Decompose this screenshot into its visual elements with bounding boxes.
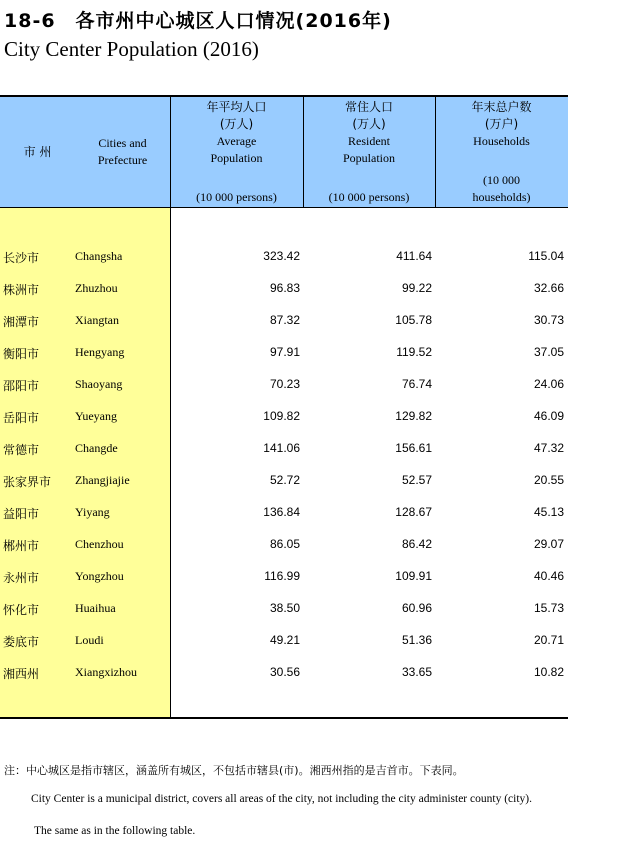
header-avg-unit: (10 000 persons)	[196, 190, 277, 204]
city-name-en: Loudi	[75, 633, 104, 647]
note-en-line-2: The same as in the following table.	[34, 825, 196, 837]
table-row	[0, 473, 568, 505]
city-name-en: Yueyang	[75, 409, 117, 423]
resident-population-value: 76.74	[401, 377, 432, 391]
households-value: 20.71	[533, 633, 564, 647]
city-name-cn: 怀化市	[3, 603, 40, 617]
header-city-cn: 市 州	[23, 145, 52, 159]
households-value: 37.05	[533, 345, 564, 359]
table-row	[0, 281, 568, 313]
header-avg-en: Population	[210, 151, 263, 165]
page-title-en: City Center Population (2016)	[4, 37, 259, 61]
resident-population-value: 52.57	[401, 473, 432, 487]
average-population-value: 97.91	[269, 345, 300, 359]
header-hh-cn-unit: (万户)	[484, 117, 519, 131]
header-households	[435, 99, 568, 150]
resident-population-value: 51.36	[401, 633, 432, 647]
table-row	[0, 665, 568, 697]
average-population-value: 70.23	[269, 377, 300, 391]
city-name-en: Yiyang	[75, 505, 110, 519]
households-value: 115.04	[528, 249, 564, 263]
city-name-en: Yongzhou	[75, 569, 124, 583]
city-name-cn: 湘潭市	[3, 315, 40, 329]
header-res-cn-unit: (万人)	[352, 117, 386, 131]
city-name-en: Changde	[75, 441, 118, 455]
average-population-value: 109.82	[263, 409, 300, 423]
city-name-en: Changsha	[75, 249, 123, 263]
households-value: 47.32	[533, 441, 564, 455]
header-res-en: Resident	[348, 134, 390, 148]
header-res-en: Population	[342, 151, 395, 165]
table-row	[0, 633, 568, 665]
header-avg-cn-unit: (万人)	[219, 117, 254, 131]
city-name-cn: 郴州市	[3, 539, 40, 553]
table-row	[0, 377, 568, 409]
header-city-en-line: Cities and	[98, 136, 147, 150]
resident-population-value: 129.82	[395, 409, 432, 423]
households-value: 32.66	[533, 281, 564, 295]
header-avg-en: Average	[216, 134, 257, 148]
average-population-value: 87.32	[269, 313, 300, 327]
header-bottom-rule	[0, 207, 568, 208]
households-value: 20.55	[533, 473, 564, 487]
page-title-cn: 18-6 各市州中心城区人口情况(2016年)	[4, 10, 392, 32]
households-value: 46.09	[533, 409, 564, 423]
resident-population-value: 99.22	[401, 281, 432, 295]
households-value: 45.13	[533, 505, 564, 519]
average-population-value: 141.06	[263, 441, 300, 455]
table-row	[0, 569, 568, 601]
city-name-cn: 益阳市	[3, 507, 40, 521]
note-en-line-1: City Center is a municipal district, covers all areas of the city, not including the city administer county (city).	[31, 793, 532, 805]
city-name-en: Xiangxizhou	[75, 665, 137, 679]
city-name-cn: 湘西州	[3, 667, 40, 681]
resident-population-value: 411.64	[396, 249, 432, 263]
table-row	[0, 249, 568, 281]
table-row	[0, 537, 568, 569]
city-name-cn: 娄底市	[3, 635, 40, 649]
header-hh-unit-line: households)	[472, 190, 531, 204]
city-name-en: Hengyang	[75, 345, 125, 359]
resident-population-value: 119.52	[396, 345, 432, 359]
header-hh-cn: 年末总户数	[471, 100, 532, 114]
city-name-en: Shaoyang	[75, 377, 123, 391]
resident-population-value: 128.67	[395, 505, 432, 519]
population-table	[0, 95, 568, 720]
average-population-value: 30.56	[269, 665, 300, 679]
average-population-value: 116.99	[264, 569, 300, 583]
header-res-unit: (10 000 persons)	[328, 190, 410, 204]
average-population-value: 49.21	[269, 633, 300, 647]
average-population-value: 323.42	[263, 249, 300, 263]
table-top-rule	[0, 95, 568, 97]
average-population-value: 86.05	[269, 537, 300, 551]
header-avg-cn: 年平均人口	[206, 100, 267, 114]
city-name-cn: 衡阳市	[3, 347, 40, 361]
table-row	[0, 409, 568, 441]
average-population-value: 52.72	[269, 473, 300, 487]
header-res-cn: 常住人口	[344, 100, 393, 114]
households-value: 40.46	[533, 569, 564, 583]
table-row	[0, 345, 568, 377]
resident-population-value: 105.78	[395, 313, 432, 327]
households-value: 29.07	[533, 537, 564, 551]
table-row	[0, 601, 568, 633]
table-bottom-rule	[0, 717, 568, 719]
city-name-en: Huaihua	[75, 601, 116, 615]
resident-population-value: 33.65	[401, 665, 432, 679]
city-name-cn: 张家界市	[3, 475, 52, 489]
note-cn: 注：中心城区是指市辖区，涵盖所有城区，不包括市辖县(市)。湘西州指的是吉首市。下表同。	[4, 764, 464, 777]
resident-population-value: 86.42	[401, 537, 432, 551]
city-name-cn: 永州市	[3, 571, 40, 585]
header-hh-en: Households	[473, 134, 530, 148]
city-name-cn: 长沙市	[3, 251, 40, 265]
city-name-en: Zhuzhou	[75, 281, 118, 295]
table-row	[0, 505, 568, 537]
households-value: 15.73	[533, 601, 564, 615]
header-hh-unit-line: (10 000	[483, 173, 520, 187]
households-value: 10.82	[533, 665, 564, 679]
header-city-en-line: Prefecture	[97, 153, 148, 167]
header-resident-population	[303, 99, 435, 167]
city-name-en: Zhangjiajie	[75, 473, 130, 487]
households-value: 30.73	[533, 313, 564, 327]
header-average-population	[170, 99, 303, 167]
average-population-value: 38.50	[269, 601, 300, 615]
header-hh-unit	[435, 172, 568, 206]
city-name-cn: 岳阳市	[3, 411, 40, 425]
resident-population-value: 109.91	[395, 569, 432, 583]
resident-population-value: 60.96	[401, 601, 432, 615]
average-population-value: 96.83	[269, 281, 300, 295]
city-name-cn: 株洲市	[3, 283, 40, 297]
city-name-en: Xiangtan	[75, 313, 119, 327]
city-name-cn: 常德市	[3, 443, 40, 457]
city-name-en: Chenzhou	[75, 537, 124, 551]
table-row	[0, 441, 568, 473]
city-name-cn: 邵阳市	[3, 379, 40, 393]
table-row	[0, 313, 568, 345]
resident-population-value: 156.61	[395, 441, 432, 455]
average-population-value: 136.84	[263, 505, 300, 519]
households-value: 24.06	[533, 377, 564, 391]
header-city-en	[80, 135, 165, 169]
